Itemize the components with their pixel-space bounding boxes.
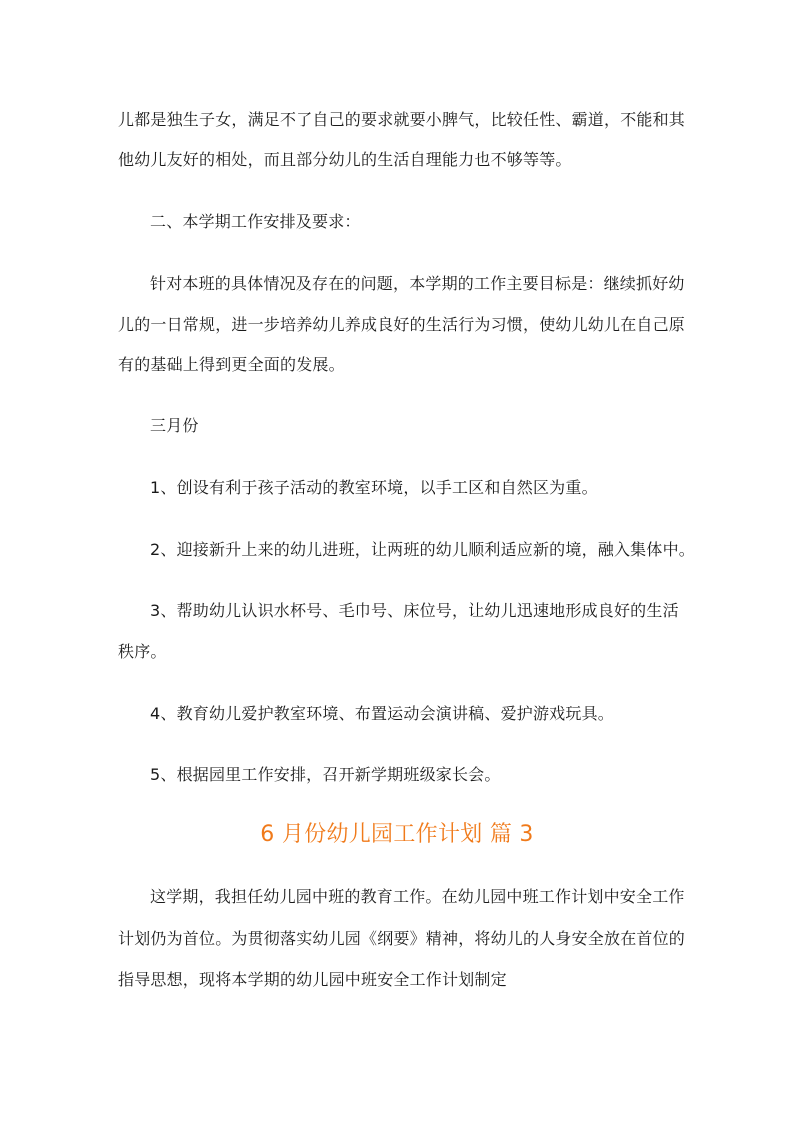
list-item: 1、创设有利于孩子活动的教室环境，以手工区和自然区为重。 <box>150 478 598 497</box>
body-text-line: 针对本班的具体情况及存在的问题，本学期的工作主要目标是：继续抓好幼 <box>150 274 685 293</box>
list-item: 2、迎接新升上来的幼儿进班，让两班的幼儿顺利适应新的境，融入集体中。 <box>150 540 695 559</box>
body-text-line: 指导思想，现将本学期的幼儿园中班安全工作计划制定 <box>118 970 507 989</box>
list-item: 5、根据园里工作安排，召开新学期班级家长会。 <box>150 765 501 784</box>
list-item: 4、教育幼儿爱护教室环境、布置运动会演讲稿、爱护游戏玩具。 <box>150 704 614 723</box>
section-heading: 二、本学期工作安排及要求： <box>150 212 361 231</box>
list-item: 3、帮助幼儿认识水杯号、毛巾号、床位号，让幼儿迅速地形成良好的生活 <box>150 601 679 620</box>
body-text-line: 有的基础上得到更全面的发展。 <box>118 355 345 374</box>
body-text-line: 计划仍为首位。为贯彻落实幼儿园《纲要》精神，将幼儿的人身安全放在首位的 <box>118 929 686 948</box>
body-text-line: 儿都是独生子女，满足不了自己的要求就要小脾气，比较任性、霸道，不能和其 <box>118 110 686 129</box>
list-item-continuation: 秩序。 <box>118 642 167 661</box>
month-heading: 三月份 <box>150 416 199 435</box>
section-title: 6 月份幼儿园工作计划 篇 3 <box>260 822 534 847</box>
body-text-line: 他幼儿友好的相处，而且部分幼儿的生活自理能力也不够等等。 <box>118 150 572 169</box>
body-text-line: 这学期，我担任幼儿园中班的教育工作。在幼儿园中班工作计划中安全工作 <box>150 887 685 906</box>
body-text-line: 儿的一日常规，进一步培养幼儿养成良好的生活行为习惯，使幼儿幼儿在自己原 <box>118 315 686 334</box>
